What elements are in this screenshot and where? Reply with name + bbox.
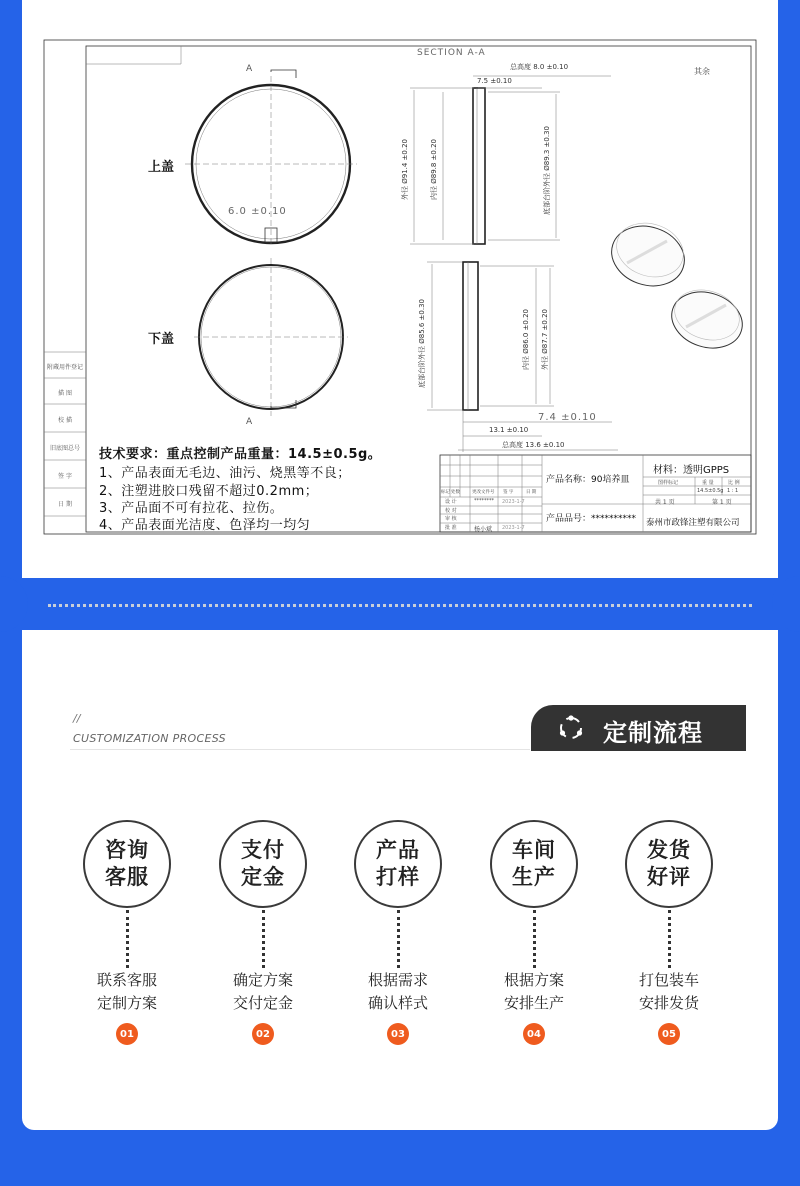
step-title-line: 产品 [376, 838, 420, 862]
step-title-line: 打样 [376, 865, 420, 889]
step-desc-line: 定制方案 [96, 994, 157, 1012]
total-height-top-dim: 总高度 8.0 ±0.10 [510, 63, 569, 71]
requirement-item: 3、产品面不可有拉花、拉伤。 [99, 501, 284, 516]
row-label: 校 对 [445, 508, 457, 514]
step-title-line: 咨询 [105, 838, 149, 862]
inner-dia-bottom-dim: 内径 Ø86.0 ±0.20 [522, 309, 530, 370]
step-circle-sample [354, 820, 442, 908]
total-height-bottom-dim: 总高度 13.6 ±0.10 [502, 441, 565, 449]
step-desc-line: 根据方案 [503, 971, 564, 989]
surface-note: 其余 [694, 67, 710, 76]
section-title-tag [531, 705, 746, 751]
step-desc-line: 确认样式 [367, 994, 428, 1012]
step-connector [262, 910, 265, 968]
rev-header: 更改文件号 [472, 490, 495, 495]
section-title: 定制流程 [603, 719, 703, 747]
inner-dia-top-dim: 内径 Ø89.8 ±0.20 [430, 139, 438, 200]
scale-value: 1 : 1 [727, 488, 739, 494]
side-table-cell: 附蔵用件登记 [46, 364, 83, 371]
step-outer-bottom-dim: 底部台阶外径 Ø85.6 ±0.30 [418, 299, 426, 388]
left-notch [0, 576, 28, 632]
step-connector [126, 910, 129, 968]
step-description [203, 969, 323, 1015]
row-label: 审 核 [445, 516, 457, 522]
section-marker-bottom: A [246, 417, 253, 427]
step-description [67, 969, 187, 1015]
side-table-cell: 描 图 [58, 390, 72, 397]
requirement-item: 4、产品表面光洁度、色泽均一均匀 [99, 518, 311, 533]
step-number-badge: 03 [387, 1023, 409, 1045]
side-table-cell: 校 描 [58, 417, 72, 424]
rev-header: 签 字 [503, 490, 514, 495]
step-desc-line: 安排生产 [503, 994, 564, 1012]
side-table-cell: 日 期 [58, 501, 72, 508]
step-desc-line: 联系客服 [96, 971, 157, 989]
row-label: 批 准 [445, 525, 457, 531]
total-pages: 共 1 页 [655, 499, 675, 506]
lower-lid-label: 下盖 [148, 332, 175, 347]
date-approve: 2023-1-7 [502, 525, 525, 531]
step-outer-top-dim: 底部台阶外径 Ø89.3 ±0.30 [543, 126, 551, 215]
step-circle-deposit [219, 820, 307, 908]
wall-bottom-dim: 7.4 ±0.10 [538, 412, 597, 423]
page-number: 第 1 页 [712, 499, 732, 506]
step-description [338, 969, 458, 1015]
side-table-cell: 签 字 [58, 473, 72, 480]
step-desc-line: 根据需求 [367, 971, 428, 989]
notch-width-dim: 6.0 ±0.10 [228, 206, 287, 217]
product-number: 产品品号：********** [546, 514, 637, 524]
designer-code: ******** [474, 498, 494, 504]
section-marker-top: A [246, 64, 253, 74]
step-circle-production [490, 820, 578, 908]
row-label: 设 计 [445, 499, 457, 505]
date-design: 2023-1-7 [502, 499, 525, 505]
section-label: SECTION A-A [417, 48, 486, 58]
stage-label: 图样标记 [658, 480, 679, 486]
upper-lid-label: 上盖 [148, 160, 175, 175]
step-desc-line: 交付定金 [232, 994, 293, 1012]
header-rule [70, 749, 530, 750]
rev-header: 处数 [451, 490, 460, 495]
step-desc-line: 确定方案 [232, 971, 293, 989]
rev-header: 日 期 [526, 490, 537, 495]
technical-drawing-card [22, 0, 778, 578]
step-connector [668, 910, 671, 968]
step-number-badge: 02 [252, 1023, 274, 1045]
outer-dia-top-dim: 外径 Ø91.4 ±0.20 [401, 139, 409, 200]
step-title-line: 生产 [512, 865, 556, 889]
step-title-line: 发货 [647, 838, 691, 862]
right-notch [772, 576, 800, 632]
height-bottom-dim: 13.1 ±0.10 [489, 426, 529, 434]
rev-header: 标记 [441, 490, 450, 495]
cycle-icon [557, 714, 585, 742]
step-number-badge: 04 [523, 1023, 545, 1045]
scale-label: 比 例 [728, 480, 740, 486]
requirement-item: 1、产品表面无毛边、油污、烧黑等不良； [99, 466, 351, 481]
weight-label: 重 量 [702, 480, 714, 486]
requirement-item: 2、注塑进胶口残留不超过0.2mm； [99, 484, 319, 499]
requirements-title: 技术要求：重点控制产品重量：14.5±0.5g。 [99, 447, 382, 462]
weight-value: 14.5±0.5g [697, 488, 724, 494]
company-name: 泰州市政锋注塑有限公司 [646, 518, 740, 528]
step-description [609, 969, 729, 1015]
material: 材料：透明GPPS [653, 465, 730, 476]
step-title-line: 车间 [512, 838, 556, 862]
step-description [474, 969, 594, 1015]
step-circle-consult [83, 820, 171, 908]
outer-dia-bottom-dim: 外径 Ø87.7 ±0.20 [541, 309, 549, 370]
header-slash: // [73, 712, 81, 725]
step-connector [533, 910, 536, 968]
step-desc-line: 安排发货 [638, 994, 699, 1012]
section-subtitle-en: CUSTOMIZATION PROCESS [73, 732, 226, 745]
step-desc-line: 打包装车 [638, 971, 699, 989]
step-connector [397, 910, 400, 968]
side-table-cell: 旧底图总号 [49, 445, 80, 452]
dotted-separator [48, 604, 752, 607]
step-number-badge: 01 [116, 1023, 138, 1045]
approver: 杨小斌 [474, 526, 493, 533]
step-circle-delivery [625, 820, 713, 908]
step-title-line: 好评 [647, 865, 691, 889]
step-title-line: 客服 [105, 865, 149, 889]
wall-top-dim: 7.5 ±0.10 [477, 77, 512, 85]
step-title-line: 定金 [241, 865, 285, 889]
step-title-line: 支付 [241, 838, 285, 862]
product-name: 产品名称：90培养皿 [546, 475, 630, 485]
step-number-badge: 05 [658, 1023, 680, 1045]
